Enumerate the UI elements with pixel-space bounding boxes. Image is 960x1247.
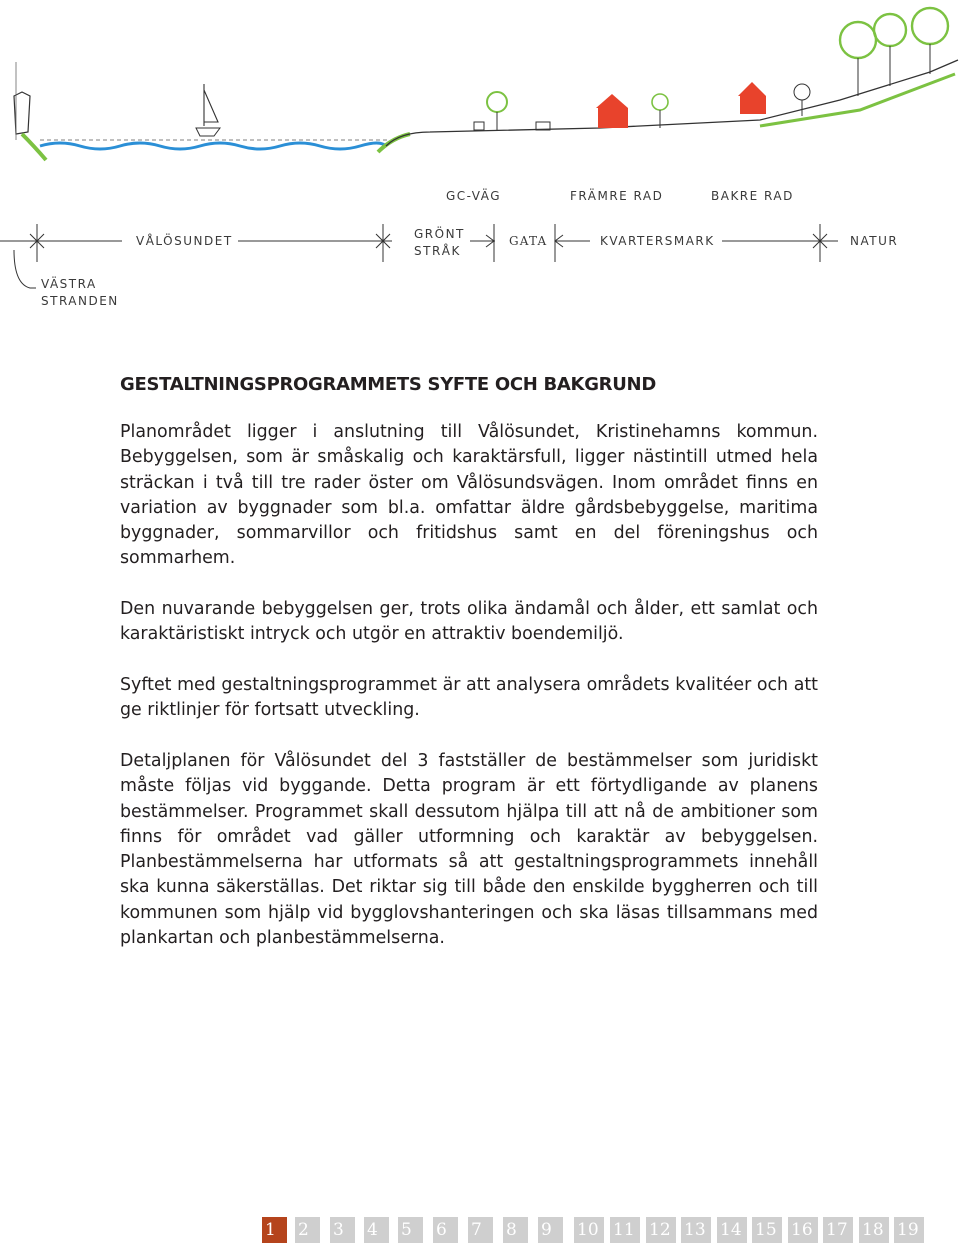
page-9[interactable]: 9 <box>538 1217 563 1243</box>
page-19[interactable]: 19 <box>894 1217 924 1243</box>
zone-natur: NATUR <box>850 234 899 248</box>
page-2[interactable]: 2 <box>295 1217 320 1243</box>
paragraph-2: Den nuvarande bebyggelsen ger, trots olika ändamål och ålder, ett samlat och karaktäristiskt intryck och utgör en attraktiv boendemiljö. <box>120 599 818 645</box>
page-18[interactable]: 18 <box>859 1217 889 1243</box>
label-vastra-line1: VÄSTRA <box>41 277 97 291</box>
label-bakre-rad: BAKRE RAD <box>711 189 794 203</box>
page-13[interactable]: 13 <box>681 1217 711 1243</box>
zone-valosundet: VÅLÖSUNDET <box>136 234 233 248</box>
label-framre-rad: FRÄMRE RAD <box>570 189 664 203</box>
page-14[interactable]: 14 <box>717 1217 747 1243</box>
zone-gront-line2: STRÅK <box>414 244 461 258</box>
section-heading: GESTALTNINGSPROGRAMMETS SYFTE OCH BAKGRUND <box>120 374 656 395</box>
page-17[interactable]: 17 <box>823 1217 853 1243</box>
page-12[interactable]: 12 <box>646 1217 676 1243</box>
page-7[interactable]: 7 <box>468 1217 493 1243</box>
page-4[interactable]: 4 <box>364 1217 389 1243</box>
page-8[interactable]: 8 <box>503 1217 528 1243</box>
paragraph-3: Syftet med gestaltningsprogrammet är att analysera områdets kvalitéer och att ge riktlinjer för fortsatt utveckling. <box>120 675 818 721</box>
page-3[interactable]: 3 <box>330 1217 355 1243</box>
zone-gront-line1: GRÖNT <box>414 227 465 241</box>
label-gc-vag: GC-VÄG <box>446 189 502 203</box>
label-vastra-line2: STRANDEN <box>41 294 119 308</box>
page-15[interactable]: 15 <box>752 1217 782 1243</box>
page-11[interactable]: 11 <box>610 1217 640 1243</box>
page-1[interactable]: 1 <box>262 1217 287 1243</box>
page-16[interactable]: 16 <box>788 1217 818 1243</box>
zone-gata: GATA <box>509 234 548 248</box>
section-sketch-illustration <box>0 0 960 175</box>
page-6[interactable]: 6 <box>433 1217 458 1243</box>
page-10[interactable]: 10 <box>574 1217 604 1243</box>
zone-kvartersmark: KVARTERSMARK <box>600 234 715 248</box>
paragraph-4: Detaljplanen för Vålösundet del 3 fastställer de bestämmelser som juridiskt måste följas vid byggande. Detta program är ett förtydligande av planens bestämmelser. Programmet skall dessutom hjälpa till att nå de ambitioner som finns för området vad gäller utformning och karaktär av bebyggelsen. Planbestämmelserna har utformats så att gestaltningsprogrammets innehåll ska kunna säkerställas. Det riktar sig till både den enskilde byggherren och till kommunen som hjälp vid bygglovshanteringen och ska läsas tillsammans med plankartan och planbestämmelserna. <box>120 751 818 949</box>
page-5[interactable]: 5 <box>398 1217 423 1243</box>
paragraph-1: Planområdet ligger i anslutning till Vålösundet, Kristinehamns kommun. Bebyggelsen, som är småskalig och karaktärsfull, ligger nästintill utmed hela sträckan i två till tre rader öster om Vålösundsvägen. Inom området finns en variation av byggnader som bl.a. omfattar äldre gårdsbebyggelse, maritima byggnader, sommarvillor och fritidshus samt en del föreningshus och sommarhem. <box>120 422 818 569</box>
